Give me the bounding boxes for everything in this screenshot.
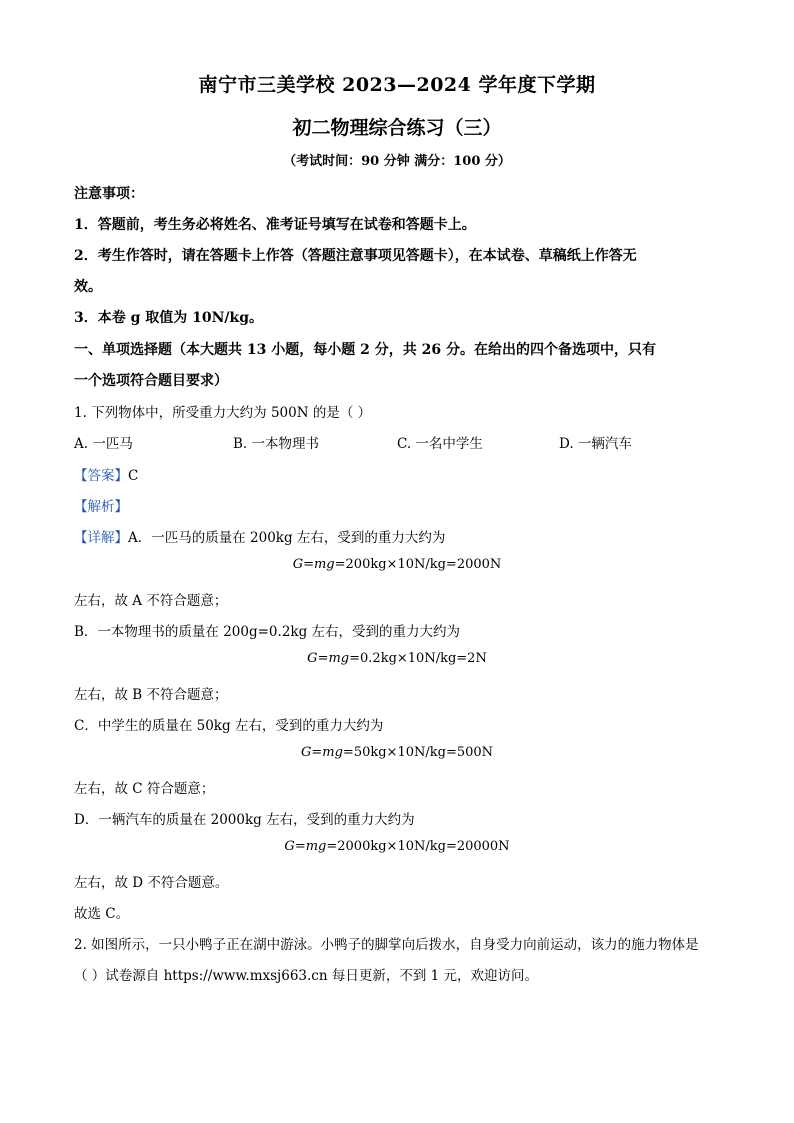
note-1: 1．答题前，考生务必将姓名、准考证号填写在试卷和答题卡上。 <box>74 217 476 233</box>
formula-d-tail: =2000kg×10N/kg=20000N <box>326 839 510 854</box>
detail-a-end: 左右，故 A 不符合题意； <box>74 593 228 609</box>
detail-d-end: 左右，故 D 不符合题意。 <box>74 875 229 891</box>
formula-d <box>0 839 794 854</box>
q1-analysis-tag <box>74 495 128 515</box>
q1-conclusion: 故选 C。 <box>74 906 130 922</box>
detail-c: C．中学生的质量在 50kg 左右，受到的重力大约为 <box>74 718 384 734</box>
formula-g: G <box>284 839 295 854</box>
note-2-line-1: 2．考生作答时，请在答题卡上作答（答题注意事项见答题卡），在本试卷、草稿纸上作答无 <box>74 248 637 264</box>
section-heading-line-1: 一、单项选择题（本大题共 13 小题，每小题 2 分，共 26 分。在给出的四个备选项中，只有 <box>74 342 656 358</box>
q1-answer <box>74 464 138 484</box>
detail-b-end: 左右，故 B 不符合题意； <box>74 687 228 703</box>
formula-mg: mg <box>313 557 335 572</box>
section-heading-line-2: 一个选项符合题目要求） <box>74 373 228 389</box>
formula-c <box>0 745 794 760</box>
formula-eq: = <box>317 651 329 666</box>
q1-option-d: D. 一辆汽车 <box>559 436 632 452</box>
detail-d: D．一辆汽车的质量在 2000kg 左右，受到的重力大约为 <box>74 812 415 828</box>
formula-c-tail: =50kg×10N/kg=500N <box>342 745 494 760</box>
formula-mg: mg <box>322 745 343 760</box>
formula-a <box>0 557 794 572</box>
formula-mg: mg <box>328 651 350 666</box>
formula-g: G <box>292 557 304 572</box>
q1-stem: 1. 下列物体中，所受重力大约为 500N 的是（ ） <box>74 405 372 421</box>
answer-tag: 【答案】 <box>74 468 128 484</box>
q2-stem-line-1: 2. 如图所示，一只小鸭子正在湖中游泳。小鸭子的脚掌向后拨水，自身受力向前运动，该力的施力物体是 <box>74 937 699 953</box>
formula-eq: = <box>303 557 314 572</box>
formula-b <box>0 651 794 666</box>
detail-c-end: 左右，故 C 符合题意； <box>74 781 215 797</box>
formula-eq: = <box>311 745 323 760</box>
formula-eq: = <box>294 839 306 854</box>
note-3: 3．本卷 g 取值为 10N/kg。 <box>74 310 264 326</box>
formula-mg: mg <box>305 839 327 854</box>
notes-heading: 注意事项： <box>74 186 144 202</box>
formula-b-tail: =0.2kg×10N/kg=2N <box>349 651 487 666</box>
q2-stem-line-2: （ ）试卷源自 https://www.mxsj663.cn 每日更新，不到 1 元，欢迎访问。 <box>74 968 539 984</box>
answer-value: C <box>128 468 139 484</box>
analysis-tag: 【解析】 <box>74 499 128 515</box>
formula-a-tail: =200kg×10N/kg=2000N <box>334 557 502 572</box>
detail-b: B．一本物理书的质量在 200g=0.2kg 左右，受到的重力大约为 <box>74 624 461 640</box>
exam-info: （考试时间：90 分钟 满分：100 分） <box>283 154 511 169</box>
detail-tag: 【详解】 <box>74 530 128 546</box>
exam-title: 南宁市三美学校 2023—2024 学年度下学期 <box>198 74 596 96</box>
q1-option-c: C. 一名中学生 <box>397 436 483 452</box>
formula-g: G <box>307 651 318 666</box>
exam-subtitle: 初二物理综合练习（三） <box>292 117 502 139</box>
formula-g: G <box>300 745 312 760</box>
note-2-line-2: 效。 <box>74 279 102 295</box>
q1-detail-a <box>74 526 445 546</box>
q1-option-b: B. 一本物理书 <box>233 436 320 452</box>
detail-a-text: A．一匹马的质量在 200kg 左右，受到的重力大约为 <box>128 530 446 546</box>
q1-option-a: A. 一匹马 <box>74 436 133 452</box>
